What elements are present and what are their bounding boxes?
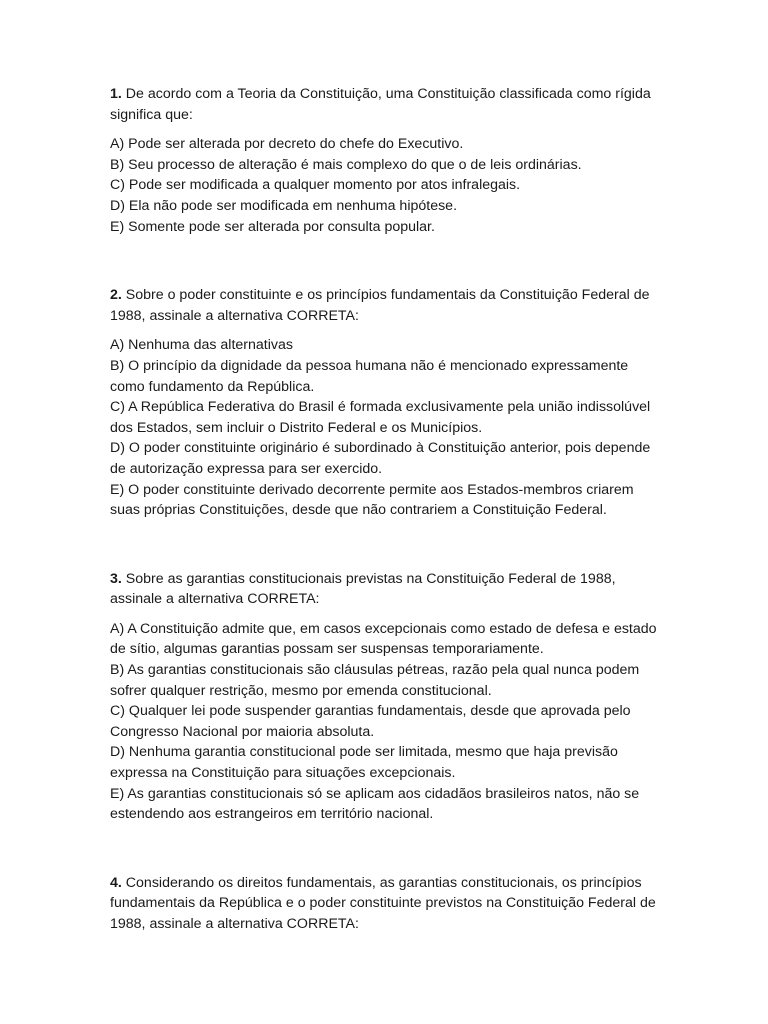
question-stem: [110, 285, 660, 326]
option-c: C) A República Federativa do Brasil é formada exclusivamente pela união indissolúvel dos Estados, sem incluir o Distrito Federal e os Municípios.: [110, 399, 651, 436]
options-list: [110, 134, 660, 237]
question-text: De acordo com a Teoria da Constituição, uma Constituição classificada como rígida significa que:: [110, 86, 651, 123]
options-list: [110, 335, 660, 520]
options-list: [110, 619, 660, 825]
question-number: 4.: [110, 874, 122, 891]
question-1: [110, 84, 660, 237]
question-number: 3.: [110, 570, 122, 587]
option-e: E) Somente pode ser alterada por consulta popular.: [110, 218, 435, 235]
question-stem: [110, 84, 660, 125]
option-c: C) Pode ser modificada a qualquer momento por atos infralegais.: [110, 177, 521, 194]
option-e: E) O poder constituinte derivado decorrente permite aos Estados-membros criarem suas próprias Constituições, desde que não contrariem a Constituição Federal.: [110, 481, 634, 519]
option-a: A) Nenhuma das alternativas: [110, 337, 293, 354]
question-3: [110, 569, 660, 825]
question-stem: [110, 873, 660, 935]
option-d: D) Nenhuma garantia constitucional pode ser limitada, mesmo que haja previsão expressa na Constituição para situações excepcionais.: [110, 744, 618, 782]
option-b: B) Seu processo de alteração é mais complexo do que o de leis ordinárias.: [110, 156, 582, 173]
option-a: A) A Constituição admite que, em casos excepcionais como estado de defesa e estado de sítio, algumas garantias possam ser suspensas temporariamente.: [110, 620, 657, 658]
option-c: C) Qualquer lei pode suspender garantias fundamentais, desde que aprovada pelo Congresso Nacional por maioria absoluta.: [110, 703, 631, 740]
question-4: [110, 873, 660, 935]
question-2: [110, 285, 660, 521]
question-stem: [110, 569, 660, 610]
question-number: 1.: [110, 86, 122, 102]
option-d: D) Ela não pode ser modificada em nenhuma hipótese.: [110, 197, 458, 214]
option-e: E) As garantias constitucionais só se aplicam aos cidadãos brasileiros natos, não se estendendo aos estrangeiros em território nacional.: [110, 785, 640, 823]
question-text: Considerando os direitos fundamentais, as garantias constitucionais, os princípios fundamentais da República e o poder constituinte previstos na Constituição Federal de 1988, assinale a alternativa CORRETA:: [110, 874, 656, 932]
option-d: D) O poder constituinte originário é subordinado à Constituição anterior, pois depende de autorização expressa para ser exercido.: [110, 440, 651, 477]
option-b: B) O princípio da dignidade da pessoa humana não é mencionado expressamente como fundamento da República.: [110, 357, 629, 395]
option-b: B) As garantias constitucionais são cláusulas pétreas, razão pela qual nunca podem sofrer qualquer restrição, mesmo por emenda constitucional.: [110, 662, 640, 699]
question-number: 2.: [110, 287, 122, 304]
option-a: A) Pode ser alterada por decreto do chefe do Executivo.: [110, 136, 464, 153]
question-text: Sobre o poder constituinte e os princípios fundamentais da Constituição Federal de 1988, assinale a alternativa CORRETA:: [110, 287, 650, 324]
question-text: Sobre as garantias constitucionais previstas na Constituição Federal de 1988, assinale a alternativa CORRETA:: [110, 570, 616, 608]
